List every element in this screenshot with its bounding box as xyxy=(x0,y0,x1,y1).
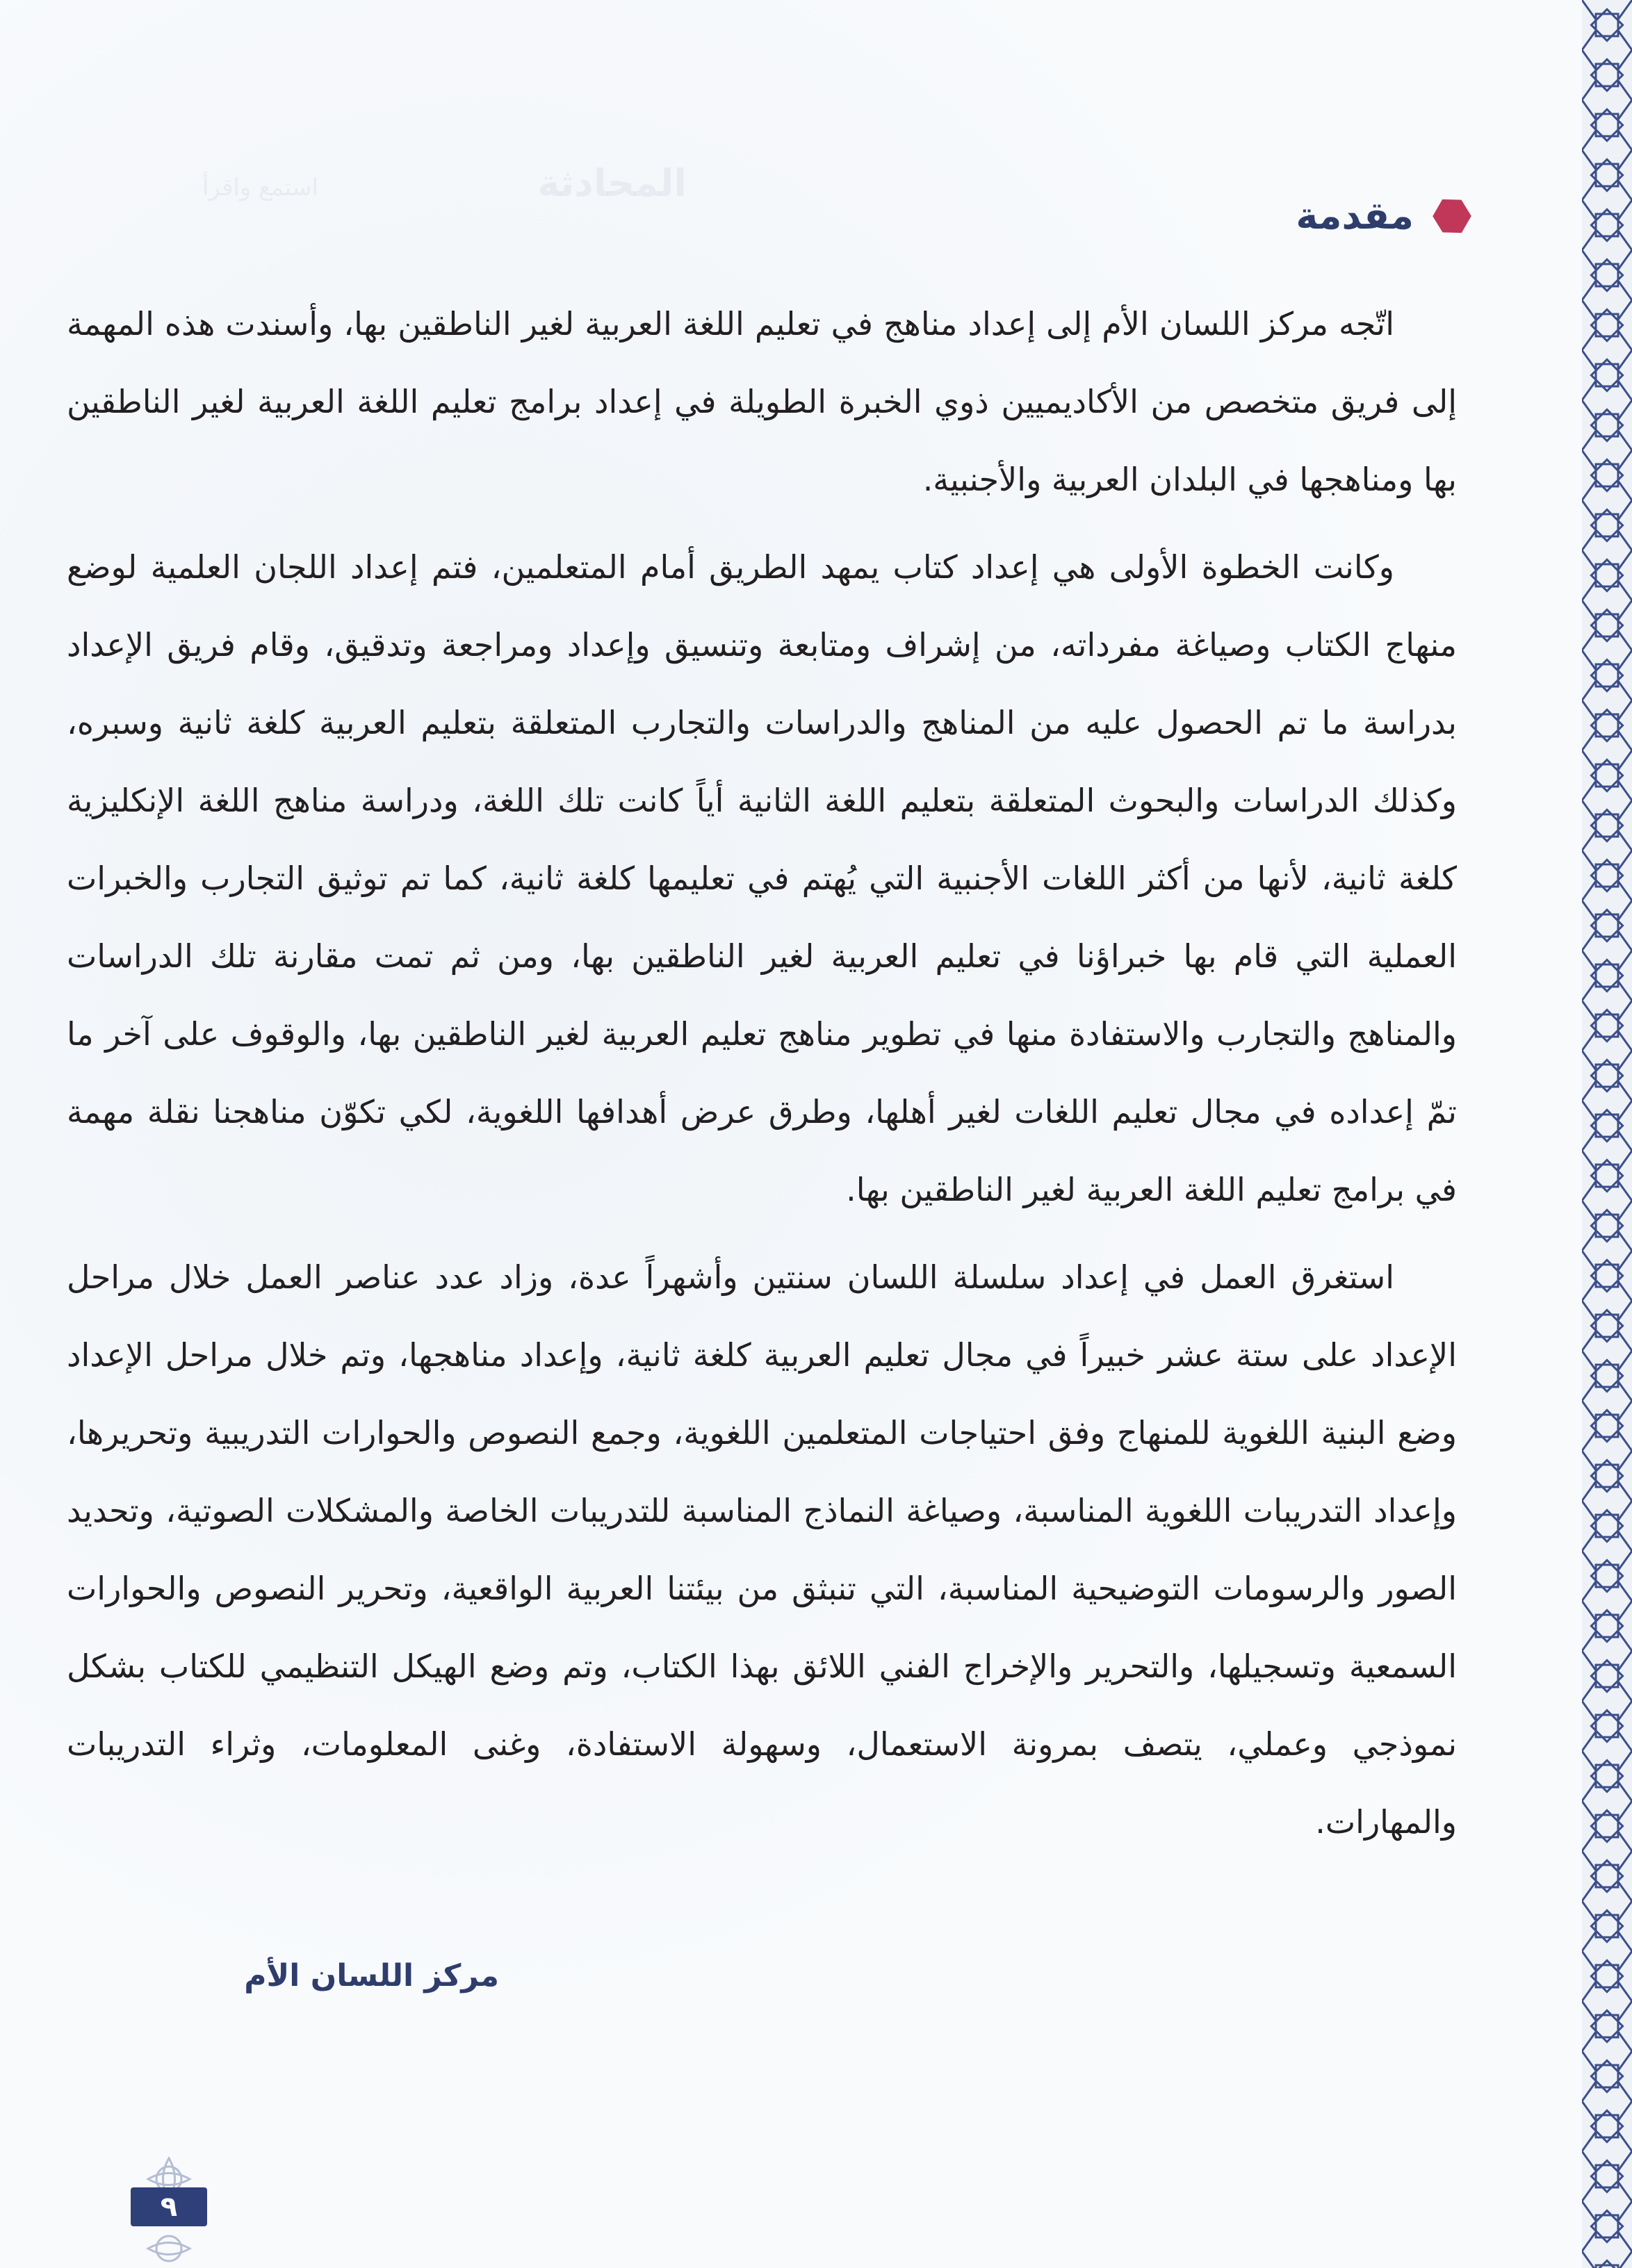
ghost-header-title: المحادثة xyxy=(537,161,687,205)
hexagon-bullet-icon xyxy=(1432,196,1472,236)
paragraph-2: وكانت الخطوة الأولى هي إعداد كتاب يمهد الطريق أمام المتعلمين، فتم إعداد اللجان العلمية لوضع منهاج الكتاب وصياغة مفرداته، من إشراف ومتابعة وتنسيق وإعداد ومراجعة وتدقيق، وقام فريق الإعداد بدراسة ما تم الحصول عليه من المناهج والدراسات والتجارب المتعلقة بتعليم العربية كلغة ثانية وسبره، وكذلك الدراسات والبحوث المتعلقة بتعليم اللغة الثانية أياً كانت تلك اللغة، ودراسة مناهج اللغة الإنكليزية كلغة ثانية، لأنها من أكثر اللغات الأجنبية التي يُهتم في تعليمها كلغة ثانية، كما تم توثيق التجارب والخبرات العملية التي قام بها خبراؤنا في تعليم العربية لغير الناطقين بها، ومن ثم تمت مقارنة تلك الدراسات والمناهج والتجارب والاستفادة منها في تطوير مناهج تعليم العربية لغير الناطقين بها، والوقوف على آخر ما تمّ إعداده في مجال تعليم اللغات لغير أهلها، وطرق عرض أهدافها اللغوية، لكي تكوّن مناهجنا نقلة مهمة في برامج تعليم اللغة العربية لغير الناطقين بها. xyxy=(67,548,1457,1208)
paragraph-3: استغرق العمل في إعداد سلسلة اللسان سنتين وأشهراً عدة، وزاد عدد عناصر العمل خلال مراحل الإعداد على ستة عشر خبيراً في مجال تعليم العربية كلغة ثانية، وإعداد مناهجها، وتم خلال مراحل الإعداد وضع البنية اللغوية للمنهاج وفق احتياجات المتعلمين اللغوية، وجمع النصوص والحوارات التدريبية وتحريرها، وإعداد التدريبات اللغوية المناسبة، وصياغة النماذج المناسبة للتدريبات الخاصة والمشكلات الصوتية، وتحديد الصور والرسومات التوضيحية المناسبة، التي تنبثق من بيئتنا العربية الواقعية، وتحرير النصوص والحوارات السمعية وتسجيلها، والتحرير والإخراج الفني اللائق بهذا الكتاب، وتم وضع الهيكل التنظيمي للكتاب بشكل نموذجي وعملي، يتصف بمرونة الاستعمال، وسهولة الاستفادة، وغنى المعلومات، وثراء التدريبات والمهارات. xyxy=(67,1258,1457,1841)
section-heading xyxy=(1296,196,1472,236)
paragraph-1: اتّجه مركز اللسان الأم إلى إعداد مناهج في تعليم اللغة العربية لغير الناطقين بها، وأسندت هذه المهمة إلى فريق متخصص من الأكاديميين ذوي الخبرة الطويلة في إعداد برامج تعليم اللغة العربية لغير الناطقين بها ومناهجها في البلدان العربية والأجنبية. xyxy=(67,305,1457,498)
page-number: ٩ xyxy=(160,2191,178,2223)
ghost-header-side: استمع واقرأ xyxy=(202,174,318,202)
signature: مركز اللسان الأم xyxy=(244,1958,499,1994)
intro-body xyxy=(67,285,1457,1861)
page-number-badge xyxy=(131,2187,207,2226)
page-title: مقدمة xyxy=(1296,194,1414,238)
decorative-border-pattern-icon xyxy=(1582,0,1632,2268)
